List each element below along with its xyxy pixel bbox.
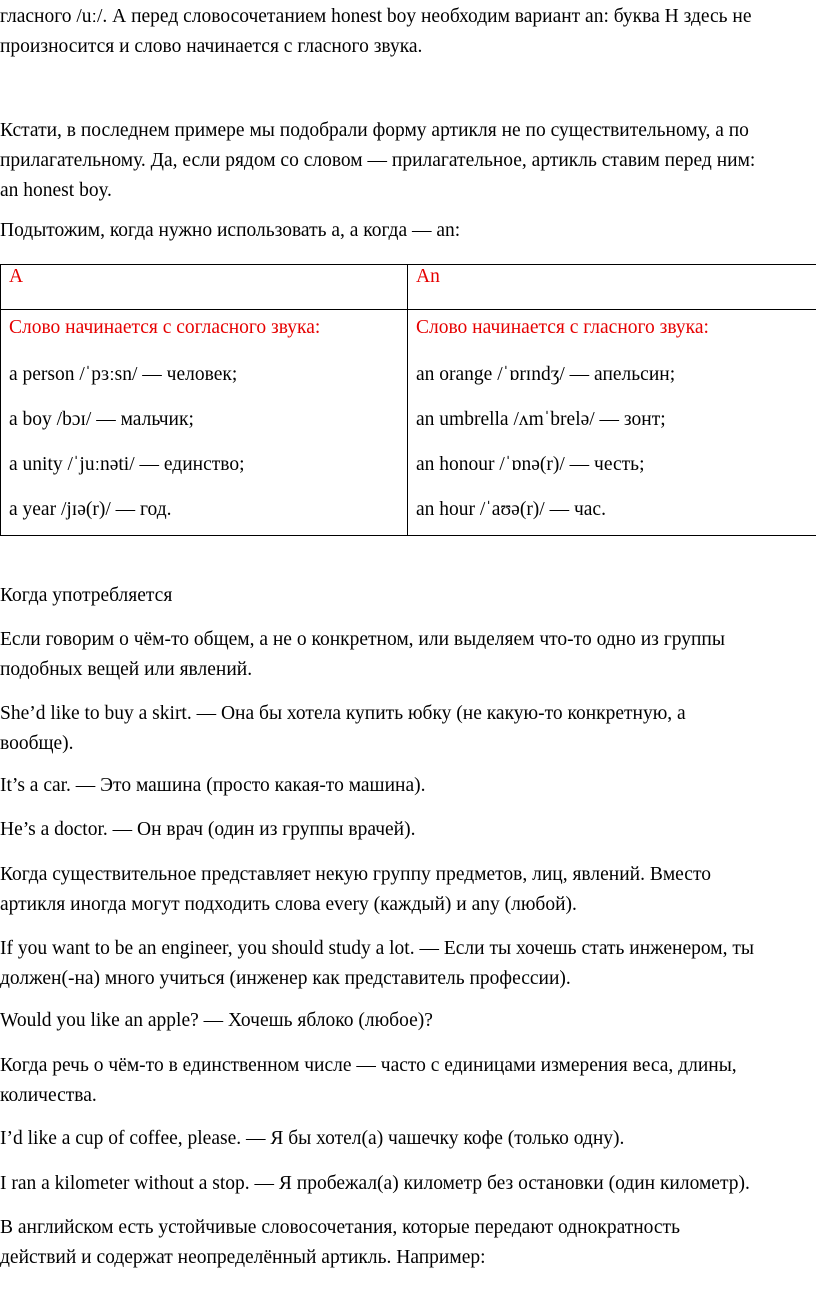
note-line-1: Кстати, в последнем примере мы подобрали форму артикля не по существительному, а по — [0, 120, 749, 141]
paragraph — [0, 815, 816, 845]
paragraph-line: В английском есть устойчивые словосочетания, которые передают однократность — [0, 1217, 680, 1238]
paragraph — [0, 625, 816, 685]
note-line-3: an honest boy. — [0, 180, 112, 201]
table-body-row — [1, 310, 816, 536]
paragraph-line: подобных вещей или явлений. — [0, 659, 253, 680]
header-a: A — [1, 265, 408, 310]
paragraph — [0, 699, 816, 759]
cell-an — [408, 310, 816, 536]
paragraph-line: I’d like a cup of coffee, please. — Я бы хотел(а) чашечку кофе (только одну). — [0, 1128, 625, 1149]
paragraph-line: артикля иногда могут подходить слова every (каждый) и any (любой). — [0, 894, 577, 915]
note-paragraph — [0, 116, 816, 206]
summary-text: Подытожим, когда нужно использовать a, а когда — an: — [0, 220, 461, 241]
table-header-row — [1, 265, 816, 310]
example-a-2: a boy /bɔɪ/ — мальчик; — [9, 409, 194, 430]
paragraph — [0, 934, 816, 994]
paragraph-line: Когда существительное представляет некую группу предметов, лиц, явлений. Вместо — [0, 864, 711, 885]
intro-line-2: произносится и слово начинается с гласного звука. — [0, 36, 423, 57]
summary-paragraph — [0, 216, 816, 246]
paragraph-line: количества. — [0, 1085, 97, 1106]
rule-consonant: Слово начинается с согласного звука: — [9, 317, 321, 338]
note-line-2: прилагательному. Да, если рядом со словом — прилагательное, артикль ставим перед ним: — [0, 150, 756, 171]
example-an-4: an hour /ˈaʊə(r)/ — час. — [416, 499, 606, 520]
paragraph-line: She’d like to buy a skirt. — Она бы хотела купить юбку (не какую-то конкретную, а — [0, 703, 686, 724]
paragraph-line: He’s a doctor. — Он врач (один из группы врачей). — [0, 819, 416, 840]
intro-line-1: гласного /uː/. А перед словосочетанием honest boy необходим вариант an: буква H здесь не — [0, 6, 752, 27]
paragraph — [0, 1006, 816, 1036]
paragraph — [0, 1051, 816, 1111]
rule-vowel: Слово начинается с гласного звука: — [416, 317, 709, 338]
paragraph — [0, 1124, 816, 1154]
example-an-1: an orange /ˈɒrɪndʒ/ — апельсин; — [416, 364, 676, 385]
paragraph-line: вообще). — [0, 733, 74, 754]
paragraph-line: Если говорим о чём-то общем, а не о конкретном, или выделяем что-то одно из группы — [0, 629, 725, 650]
example-an-3: an honour /ˈɒnə(r)/ — честь; — [416, 454, 645, 475]
paragraph-line: действий и содержат неопределённый артикль. Например: — [0, 1247, 486, 1268]
intro-paragraph — [0, 2, 816, 62]
paragraph — [0, 1213, 816, 1273]
paragraph-line: It’s a car. — Это машина (просто какая-то машина). — [0, 775, 426, 796]
paragraph — [0, 771, 816, 801]
header-an: An — [408, 265, 816, 310]
paragraph-line: Would you like an apple? — Хочешь яблоко (любое)? — [0, 1010, 433, 1031]
paragraph-line: должен(-на) много учиться (инженер как представитель профессии). — [0, 968, 571, 989]
cell-a — [1, 310, 408, 536]
articles-table — [0, 264, 816, 536]
paragraph — [0, 860, 816, 920]
paragraph-line: Когда речь о чём-то в единственном числе — часто с единицами измерения веса, длины, — [0, 1055, 737, 1076]
example-a-1: a person /ˈpɜːsn/ — человек; — [9, 364, 238, 385]
example-a-3: a unity /ˈjuːnəti/ — единство; — [9, 454, 245, 475]
section-title-text: Когда употребляется — [0, 585, 173, 606]
paragraph — [0, 1169, 816, 1199]
section-title — [0, 581, 816, 611]
example-a-4: a year /jɪə(r)/ — год. — [9, 499, 172, 520]
example-an-2: an umbrella /ʌmˈbrelə/ — зонт; — [416, 409, 666, 430]
paragraph-line: If you want to be an engineer, you should study a lot. — Если ты хочешь стать инженером, ты — [0, 938, 754, 959]
paragraph-line: I ran a kilometer without a stop. — Я пробежал(а) километр без остановки (один километр). — [0, 1173, 750, 1194]
